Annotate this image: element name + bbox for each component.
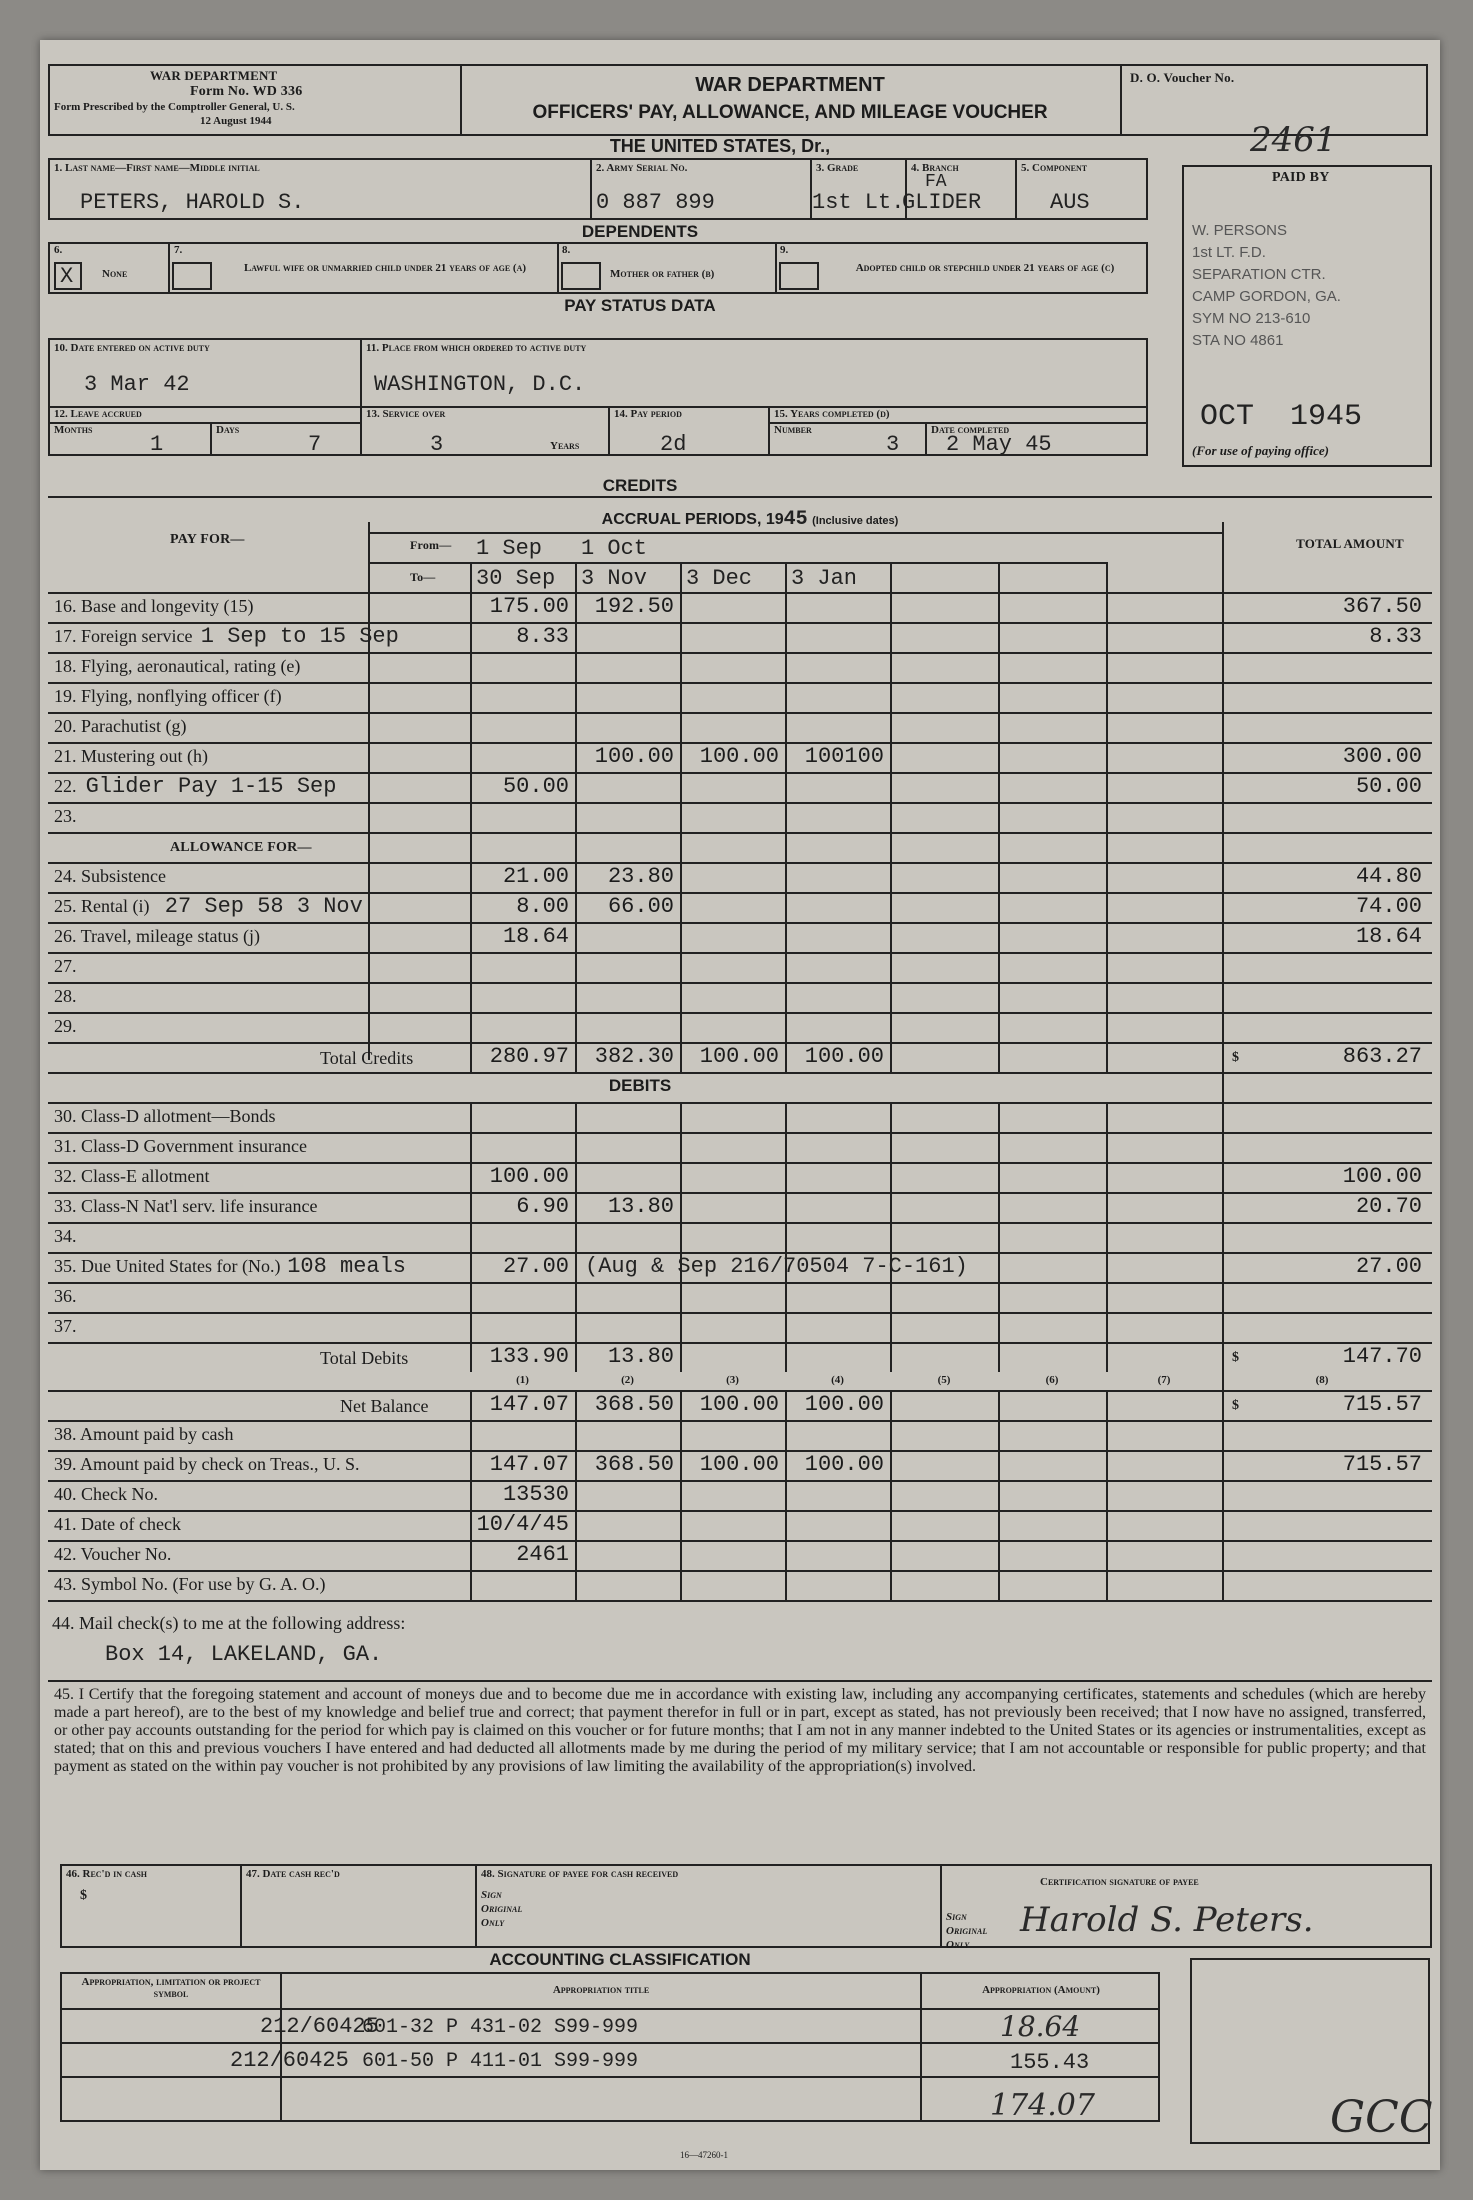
acct-col2: Appropriation title (552, 1984, 650, 1996)
total-credit-dollar: $ (1232, 1050, 1240, 1065)
officer-name: PETERS, HAROLD S. (80, 190, 305, 215)
debit-row-label-3: 33. Class-N Nat'l serv. life insurance (54, 1196, 318, 1216)
balance-row-label-2: 40. Check No. (54, 1484, 158, 1504)
accrual-to-2: 3 Nov (581, 566, 648, 591)
officer-grade: 1st Lt. (812, 190, 905, 215)
credit-row-label-1: 17. Foreign service (54, 626, 193, 646)
dependents-wife-label: Lawful wife or unmarried child under 21 years of age (a) (243, 262, 527, 274)
total-credit-4: 100.00 (804, 1044, 884, 1069)
sig-cash-label: 48. Signature of payee for cash received (481, 1868, 679, 1880)
credit2-row-label-5: 29. (54, 1016, 77, 1036)
credit-row-label-0: 16. Base and longevity (15) (54, 596, 254, 616)
credit-row-typed-6: Glider Pay 1-15 Sep (85, 774, 337, 799)
debit-cell-5-1: 27.00 (502, 1254, 569, 1279)
balance-row-label-3: 41. Date of check (54, 1514, 181, 1534)
name-label: 1. Last name—First name—Middle initial (54, 162, 260, 174)
balance-cell-3-1: 10/4/45 (476, 1512, 569, 1537)
dependents-adopted-checkbox[interactable] (779, 262, 819, 290)
debit-row-note-5: (Aug & Sep 216/70504 7-C-161) (585, 1254, 968, 1279)
balance-cell-1-4: 100.00 (804, 1452, 884, 1477)
paid-by-label: PAID BY (1272, 170, 1330, 185)
place-label: 11. Place from which ordered to active duty (366, 342, 587, 354)
pay-for-header: PAY FOR— (170, 532, 245, 547)
credit-row-label-4: 20. Parachutist (g) (54, 716, 187, 736)
dept-small: WAR DEPARTMENT (150, 68, 278, 83)
col-num-5: (5) (937, 1374, 951, 1386)
pay-status-title: PAY STATUS DATA (564, 296, 716, 315)
acct-row2-symbol: 212/60425 (230, 2048, 349, 2073)
credit-total-5: 300.00 (1342, 744, 1422, 769)
total-amount-header: TOTAL AMOUNT (1296, 536, 1404, 551)
mail-label: 44. Mail check(s) to me at the following address: (52, 1613, 406, 1633)
dependents-title: DEPENDENTS (581, 222, 699, 241)
debit-row-label-7: 37. (54, 1316, 77, 1336)
balance-cell-4-1: 2461 (516, 1542, 569, 1567)
total-credit-1: 280.97 (489, 1044, 569, 1069)
accrual-to-4: 3 Jan (791, 566, 858, 591)
to-label: To— (410, 570, 436, 584)
mail-address: Box 14, LAKELAND, GA. (105, 1642, 383, 1667)
col-num-3: (3) (726, 1374, 739, 1386)
accrual-to-1: 30 Sep (476, 566, 556, 591)
credit-row-label-6: 22. (54, 776, 77, 796)
debit-row-label-6: 36. (54, 1286, 77, 1306)
total-debits-label: Total Debits (320, 1348, 409, 1368)
title-dept: WAR DEPARTMENT (695, 74, 885, 96)
voucher-paper: WAR DEPARTMENT Form No. WD 336 Form Prescribed by the Comptroller General, U. S. 12 August 1944 WAR DEPARTMENT OFFICERS' PAY, ALLOWANCE, AND MILEAGE VOUCHER D. O. Voucher No. THE UNITED STATES, Dr., 1. Last name—First name—Middle initial PETERS, HAROLD S. 2. Army Serial No. 0 887 899 3. Grade 1st Lt. 4. Branch FA GLIDER 5. Component AUS 2461 PAID BY W. PERSONS 1st LT. F.D. SEPARATION CTR. CAMP GORDON, GA. SYM NO 213-610 STA NO 4861 OCT 1945 (For use of paying office) DEPENDENTS 6. X None 7. Lawful wife or unmarried child under 21 years of age (a) 8. Mother or father (b) 9. Adopted child or stepchild under 21 years of age (c) PAY STATUS DATA 10. Date entered on active duty 3 Mar 42 11. Place from which ordered to active duty WASHINGTON, D.C. 12. Leave accrued Months 1 Days 7 13. Service over 3 Years 14. Pay period 2d 15. Years completed (d) Number 3 Date completed 2 May 45 CREDITS ACCRUAL PERIODS, 1945 (Inclusive dates) PAY FOR— From— To— TOTAL AMOUNT 1 Sep 1 Oct 30 Sep 3 Nov 3 Dec 3 Jan 16. Base and longevity (15) 175.00 192.50 367.50 17. Foreign service 1 Sep to 15 Sep 8.33 8.33 18. Flying, aeronautical, rating (e) 19. Flying, nonflying officer (f) 20. Parachutist (g) 21. Mustering out (h) 100.00 100.00 100100 300.00 22. Glider Pay 1-15 Sep 50.00 50.00 23. ALLOWANCE FOR— 24. Subsistence 21.00 23.80 44.80 25. Rental (i) 27 Sep 58 3 Nov 8.00 66.00 74.00 26. Travel, mileage status (j) 18.64 18.64 27. 28. 29. Total Credits 280.97 382.30 100.00 100.00 $ 863.27 DEBITS 30. Class-D allotment—Bonds 31. Class-D Government insurance 32. Class-E allotment 100.00 100.00 33. Class-N Nat'l serv. life insurance 6.90 13.80 20.70 34. 35. Due United States for (No.) 108 meals 27.00 (Aug & Sep 216/70504 7-C-161) 27.00 36. 37. Total Debits 133.90 13.80 $ 147.70 (1) (2) (3) (4) (5) (6) (7) (8) Net Balance 147.07 368.50 100.00 100.00 $ 715.57 38. Amount paid by cash 39. Amount paid by check on Treas., U. S. 147.07 368.50 100.00 100.00 715.57 40. Check No. 13530 41. Date of check 10/4/45 42. Voucher No. 2461 43. Symbol No. (For use by G. A. O.) 44. Mail check(s) to me at the following address: Box 14, LAKELAND, GA. 45. I Certify that the foregoing statement and account of moneys due and to become due me in accordance with existing law, including any accompanying certificates, statements and schedules (which are hereby made a part hereof), are to the best of my knowledge and belief true and correct; that payment therefor in full or in part, except as stated, has not previously been received; that I now have no assigned, transferred, or other pay accounts outstanding for the period for which pay is claimed on this voucher or for future months; that I am not in any manner indebted to the United States or its agencies or instrumentalities, except as stated; that on this and previous vouchers I have entered and had deducted all allotments made by me during the period of my military service; that I am not accountable or responsible for public property; and that payment as stated on the within pay voucher is not prohibited by any provisions of law limiting the availability of the appropriation(s) involved. 46. Rec'd in cash $ 47. Date cash rec'd 48. Signature of payee for cash received Sign Original Only Certification signature of payee Sign Original Only Harold S. Peters. ACCOUNTING CLASSIFICATION Appropriation, limitation or project symbol Appropriation title Appropriation (Amount) 212/60425 601-32 P 431-02 S99-999 18.64 212/60425 601-50 P 411-01 S99-999 155.43 174.07 GCC 16—47260-1 (40, 40, 1440, 2170)
acct-sum: 174.07 (990, 2088, 1095, 2123)
debit-row-label-4: 34. (54, 1226, 77, 1246)
credit-cell-5-3: 100.00 (699, 744, 779, 769)
credit-total-6: 50.00 (1355, 774, 1422, 799)
credit2-total-1: 74.00 (1355, 894, 1422, 919)
credit2-row-label-0: 24. Subsistence (54, 866, 166, 886)
acct-row1-title: 601-32 P 431-02 S99-999 (362, 2016, 639, 2039)
acct-row1-symbol: 212/60425 (260, 2014, 379, 2039)
recd-label: 46. Rec'd in cash (66, 1868, 148, 1880)
col-num-7: (7) (1157, 1374, 1171, 1386)
credit2-row-label-2: 26. Travel, mileage status (j) (54, 926, 260, 946)
balance-row-label-4: 42. Voucher No. (54, 1544, 172, 1564)
pay-period: 2d (660, 432, 687, 457)
balance-cell-1-1: 147.07 (489, 1452, 569, 1477)
period-label: 14. Pay period (614, 408, 682, 420)
debit-row-typed-5: 108 meals (287, 1254, 407, 1279)
credit2-cell-0-2: 23.80 (607, 864, 674, 889)
service-label: 13. Service over (366, 408, 446, 420)
form-number: Form No. WD 336 (190, 84, 303, 99)
credit-total-0: 367.50 (1342, 594, 1422, 619)
credit-row-typed-1: 1 Sep to 15 Sep (200, 624, 399, 649)
debit-row-label-0: 30. Class-D allotment—Bonds (54, 1106, 276, 1126)
branch-label: 4. Branch (911, 162, 959, 174)
acct-row2-amount: 155.43 (1010, 2050, 1090, 2075)
serial-label: 2. Army Serial No. (596, 162, 688, 174)
debit-cell-2-1: 100.00 (489, 1164, 569, 1189)
credit-cell-5-4: 100100 (804, 744, 884, 769)
form-footer-code: 16—47260-1 (680, 2150, 728, 2160)
credit-row-label-2: 18. Flying, aeronautical, rating (e) (54, 656, 301, 676)
credit-row-label-7: 23. (54, 806, 77, 826)
balance-total-1: 715.57 (1342, 1452, 1422, 1477)
debit-row-label-2: 32. Class-E allotment (54, 1166, 210, 1186)
net-cell-1: 147.07 (489, 1392, 569, 1417)
dov-label: D. O. Voucher No. (1130, 70, 1235, 85)
net-cell-3: 100.00 (699, 1392, 779, 1417)
form-prescribed: Form Prescribed by the Comptroller General, U. S. (54, 101, 295, 113)
credit2-total-2: 18.64 (1355, 924, 1422, 949)
completed-label: 15. Years completed (d) (774, 408, 890, 420)
date-cash-label: 47. Date cash rec'd (246, 1868, 340, 1880)
leave-months: 1 (150, 432, 164, 457)
paid-note: (For use of paying office) (1192, 443, 1329, 458)
allowance-header: ALLOWANCE FOR— (170, 840, 312, 855)
credit-cell-0-2: 192.50 (594, 594, 674, 619)
date-active-label: 10. Date entered on active duty (54, 342, 210, 354)
initials: GCC (1330, 2092, 1433, 2143)
credit-row-label-5: 21. Mustering out (h) (54, 746, 208, 766)
accounting-title: ACCOUNTING CLASSIFICATION (489, 1950, 751, 1969)
credit2-cell-2-1: 18.64 (502, 924, 569, 949)
col-num-8: (8) (1315, 1374, 1329, 1386)
title-form: OFFICERS' PAY, ALLOWANCE, AND MILEAGE VOUCHER (532, 102, 1048, 123)
accrual-from-2: 1 Oct (581, 536, 648, 561)
dependents-adopted-label: Adopted child or stepchild under 21 years of age (c) (855, 262, 1115, 274)
cert-sig-label: Certification signature of payee (1040, 1876, 1199, 1888)
net-balance-label: Net Balance (340, 1396, 429, 1416)
credit-cell-6-1: 50.00 (502, 774, 569, 799)
col-num-6: (6) (1045, 1374, 1059, 1386)
place-value: WASHINGTON, D.C. (374, 372, 586, 397)
credit2-cell-1-2: 66.00 (607, 894, 674, 919)
credit2-row-label-3: 27. (54, 956, 77, 976)
dependents-none-label: None (102, 268, 128, 280)
payee-signature: Harold S. Peters. (1020, 1900, 1314, 1940)
officer-branch-extra: GLIDER (902, 190, 982, 215)
balance-row-label-5: 43. Symbol No. (For use by G. A. O.) (54, 1574, 326, 1594)
accrual-periods: ACCRUAL PERIODS, 1945 (Inclusive dates) (601, 508, 899, 531)
total-debits-amount: 147.70 (1342, 1344, 1422, 1369)
credit2-cell-1-1: 8.00 (516, 894, 569, 919)
credit2-total-0: 44.80 (1355, 864, 1422, 889)
col-num-4: (4) (831, 1374, 844, 1386)
accrual-from-1: 1 Sep (476, 536, 543, 561)
years-number: 3 (886, 432, 900, 457)
net-dollar: $ (1232, 1398, 1240, 1413)
debit-row-label-5: 35. Due United States for (No.) (54, 1256, 281, 1276)
net-total: 715.57 (1342, 1392, 1422, 1417)
net-cell-4: 100.00 (804, 1392, 884, 1417)
balance-row-label-0: 38. Amount paid by cash (54, 1424, 234, 1444)
credit-cell-1-1: 8.33 (516, 624, 569, 649)
total-credits-amount: 863.27 (1342, 1044, 1422, 1069)
accrual-to-3: 3 Dec (686, 566, 753, 591)
debits-title: DEBITS (608, 1076, 672, 1095)
credit2-cell-0-1: 21.00 (502, 864, 569, 889)
grade-label: 3. Grade (816, 162, 859, 174)
acct-row1-amount: 18.64 (1000, 2010, 1081, 2043)
officer-serial: 0 887 899 (596, 190, 715, 215)
total-debit-dollar: $ (1232, 1350, 1240, 1365)
paid-date: OCT 1945 (1200, 400, 1363, 434)
component-label: 5. Component (1021, 162, 1088, 174)
from-label: From— (410, 538, 452, 552)
credit2-row-typed-1: 27 Sep 58 3 Nov (164, 894, 363, 919)
dependents-wife-checkbox[interactable] (172, 262, 212, 290)
debit-total-3: 20.70 (1355, 1194, 1422, 1219)
debit-total-5: 27.00 (1355, 1254, 1422, 1279)
acct-col3: Appropriation (Amount) (982, 1984, 1100, 1996)
credit2-row-label-1: 25. Rental (i) (54, 896, 150, 916)
credit-cell-0-1: 175.00 (489, 594, 569, 619)
date-active: 3 Mar 42 (84, 372, 190, 397)
total-credits-label: Total Credits (320, 1048, 414, 1068)
debit-row-label-1: 31. Class-D Government insurance (54, 1136, 307, 1156)
date-completed: 2 May 45 (946, 432, 1052, 457)
col-num-2: (2) (621, 1374, 634, 1386)
officer-component: AUS (1050, 190, 1090, 215)
dependents-mother-label: Mother or father (b) (610, 268, 715, 280)
officer-branch: FA (925, 172, 947, 192)
certification-text: 45. I Certify that the foregoing statement and account of moneys due and to become due me in accordance with existing law, including any accompanying certificates, statements and schedules (which are hereby made a part hereof), are to the best of my knowledge and belief true and correct; that payment therefor in full or in part, except as stated, has not previously been received; that I now have no assigned, transferred, or other pay accounts outstanding for the period for which pay is claimed on this voucher or for future months; that I am not in any manner indebted to the United States or its agencies or instrumentalities, except as stated; that on this and previous vouchers I have entered and had deducted all allotments made by me during the period of my military service; that I am not accountable or responsible for public property; and that payment as stated on the within pay voucher is not prohibited by any provisions of law limiting the availability of the appropriation(s) involved. (54, 1686, 1426, 1775)
leave-days: 7 (308, 432, 322, 457)
debit-cell-3-2: 13.80 (607, 1194, 674, 1219)
leave-label: 12. Leave accrued (54, 408, 142, 420)
total-credit-2: 382.30 (594, 1044, 674, 1069)
balance-row-label-1: 39. Amount paid by check on Treas., U. S. (54, 1454, 360, 1474)
service-years: 3 (430, 432, 444, 457)
paid-voucher-number: 2461 (1250, 120, 1337, 160)
form-date: 12 August 1944 (200, 115, 272, 127)
debit-cell-3-1: 6.90 (516, 1194, 569, 1219)
acct-row2-title: 601-50 P 411-01 S99-999 (362, 2050, 639, 2073)
balance-cell-1-3: 100.00 (699, 1452, 779, 1477)
paid-by-stamp: W. PERSONS 1st LT. F.D. SEPARATION CTR. CAMP GORDON, GA. SYM NO 213-610 STA NO 4861 (1192, 222, 1341, 349)
balance-cell-1-2: 368.50 (594, 1452, 674, 1477)
credit-total-1: 8.33 (1369, 624, 1422, 649)
debit-total-2: 100.00 (1342, 1164, 1422, 1189)
dependents-mother-checkbox[interactable] (561, 262, 601, 290)
total-debit-1: 133.90 (489, 1344, 569, 1369)
acct-col1: Appropriation, limitation or project symbol (81, 1976, 261, 2000)
net-cell-2: 368.50 (594, 1392, 674, 1417)
credit2-row-label-4: 28. (54, 986, 77, 1006)
credits-title: CREDITS (602, 476, 678, 495)
dependents-none-mark: X (60, 264, 74, 289)
credit-row-label-3: 19. Flying, nonflying officer (f) (54, 686, 282, 706)
credit-cell-5-2: 100.00 (594, 744, 674, 769)
balance-cell-2-1: 13530 (502, 1482, 569, 1507)
col-num-1: (1) (516, 1374, 529, 1386)
total-credit-3: 100.00 (699, 1044, 779, 1069)
total-debit-2: 13.80 (607, 1344, 674, 1369)
us-dr: THE UNITED STATES, Dr., (609, 136, 831, 156)
